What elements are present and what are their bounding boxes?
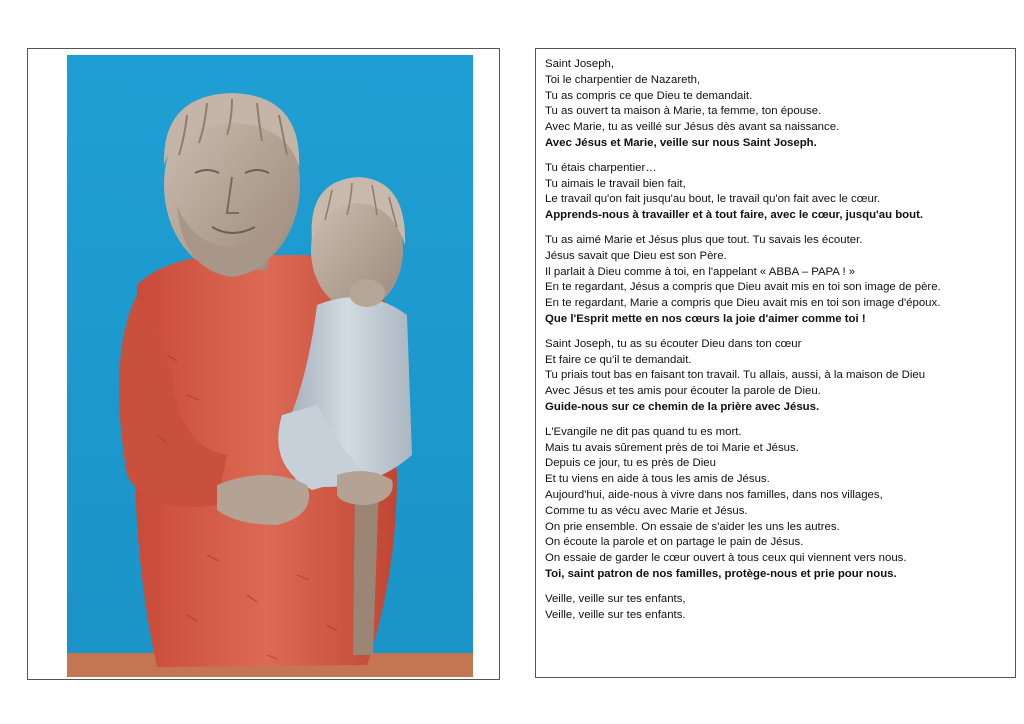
stanza-5 <box>545 425 1007 583</box>
stanza-line: Et tu viens en aide à tous les amis de Jésus. <box>545 473 770 486</box>
stanza-refrain: Que l'Esprit mette en nos cœurs la joie d'aimer comme toi ! <box>545 312 866 325</box>
stanza-line: Il parlait à Dieu comme à toi, en l'appelant « ABBA – PAPA ! » <box>545 265 856 278</box>
stanza-line: Avec Jésus et tes amis pour écouter la parole de Dieu. <box>545 385 821 398</box>
stanza-line: Et faire ce qu'il te demandait. <box>545 353 692 366</box>
stanza-line: Mais tu avais sûrement près de toi Marie et Jésus. <box>545 441 799 454</box>
stanza-line: On écoute la parole et on partage le pain de Jésus. <box>545 536 804 549</box>
stanza-refrain: Guide-nous sur ce chemin de la prière avec Jésus. <box>545 400 820 413</box>
stanza-refrain: Avec Jésus et Marie, veille sur nous Saint Joseph. <box>545 136 817 149</box>
prayer-text-panel <box>535 48 1016 678</box>
stanza-line: Tu aimais le travail bien fait, <box>545 177 686 190</box>
stanza-line: Tu étais charpentier… <box>545 161 657 174</box>
stanza-2 <box>545 161 1007 224</box>
image-panel <box>27 48 500 680</box>
stanza-refrain: Apprends-nous à travailler et à tout faire, avec le cœur, jusqu'au bout. <box>545 209 924 222</box>
saint-joseph-statue-image <box>67 55 473 677</box>
stanza-line: Tu as compris ce que Dieu te demandait. <box>545 89 753 102</box>
stanza-line: En te regardant, Marie a compris que Dieu avait mis en toi son image d'époux. <box>545 297 941 310</box>
stanza-line: Saint Joseph, <box>545 58 615 70</box>
statue-photo <box>67 55 473 677</box>
stanza-line: Comme tu as vécu avec Marie et Jésus. <box>545 504 748 517</box>
stanza-refrain: Toi, saint patron de nos familles, protège-nous et prie pour nous. <box>545 567 897 580</box>
stanza-line: En te regardant, Jésus a compris que Dieu avait mis en toi son image de père. <box>545 281 941 294</box>
stanza-4 <box>545 337 1007 416</box>
stanza-line: Veille, veille sur tes enfants. <box>545 608 686 621</box>
stanza-line: Tu priais tout bas en faisant ton travail. Tu allais, aussi, à la maison de Dieu <box>545 369 926 382</box>
stanza-line: Toi le charpentier de Nazareth, <box>545 73 701 86</box>
stanza-line: Aujourd'hui, aide-nous à vivre dans nos familles, dans nos villages, <box>545 488 883 501</box>
stanza-line: Avec Marie, tu as veillé sur Jésus dès avant sa naissance. <box>545 121 840 134</box>
stanza-line: Veille, veille sur tes enfants, <box>545 592 686 605</box>
stanza-line: Tu as ouvert ta maison à Marie, ta femme, ton épouse. <box>545 105 822 118</box>
prayer-text <box>545 57 1007 632</box>
stanza-line: Le travail qu'on fait jusqu'au bout, le travail qu'on fait avec le cœur. <box>545 193 881 206</box>
stanza-line: On essaie de garder le cœur ouvert à tous ceux qui viennent vers nous. <box>545 552 907 565</box>
stanza-3 <box>545 233 1007 328</box>
stanza-line: Depuis ce jour, tu es près de Dieu <box>545 457 716 470</box>
stanza-1 <box>545 57 1007 152</box>
stanza-line: Saint Joseph, tu as su écouter Dieu dans ton cœur <box>545 337 802 350</box>
stanza-line: On prie ensemble. On essaie de s'aider les uns les autres. <box>545 520 840 533</box>
stanza-line: Jésus savait que Dieu est son Père. <box>545 249 727 262</box>
stanza-line: L'Evangile ne dit pas quand tu es mort. <box>545 425 742 438</box>
stanza-6 <box>545 592 1007 624</box>
stanza-line: Tu as aimé Marie et Jésus plus que tout. Tu savais les écouter. <box>545 233 863 246</box>
